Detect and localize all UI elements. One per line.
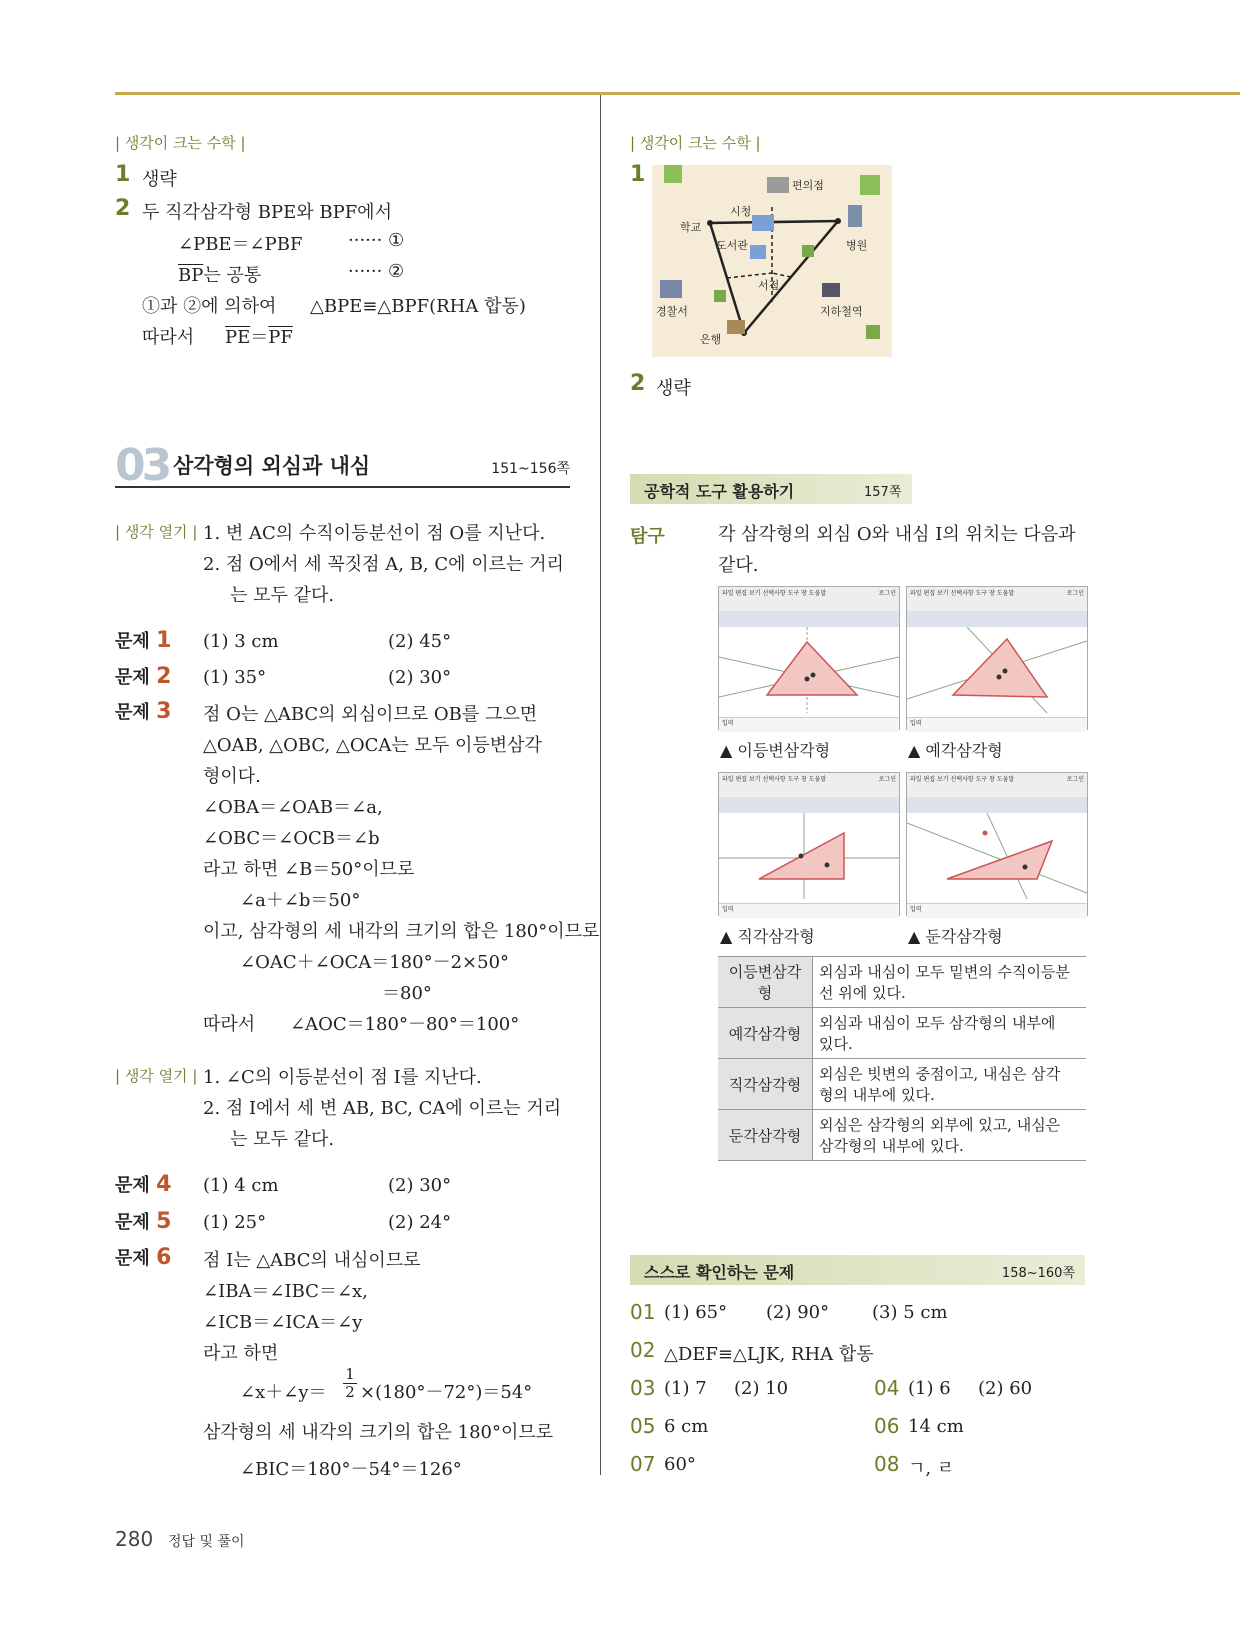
section-header <box>115 440 570 491</box>
town-map <box>652 165 892 357</box>
answer: (2) 10 <box>734 1378 789 1399</box>
row-header: 둔각삼각형 <box>718 1110 813 1161</box>
p6-line: 점 I는 △ABC의 내심이므로 <box>203 1250 421 1271</box>
answer: 14 cm <box>908 1416 964 1437</box>
open1-line2: 2. 점 O에서 세 꼭짓점 A, B, C에 이르는 거리 <box>203 554 564 575</box>
footer-label: 정답 및 풀이 <box>168 1534 245 1550</box>
open-tag-1: | 생각 열기 | <box>115 523 198 541</box>
q1-text: 생략 <box>142 169 177 190</box>
q2-line3b: △BPE≡△BPF(RHA 합동) <box>310 296 526 317</box>
section-pages: 151~156쪽 <box>491 461 570 477</box>
p6-line: ∠BIC＝180°－54°＝126° <box>240 1459 462 1480</box>
geometry-window-acute <box>906 586 1088 730</box>
p6-line: 라고 하면 <box>203 1343 279 1364</box>
answer-number: 03 <box>630 1376 656 1400</box>
p3-line: ∠OBA＝∠OAB＝∠a, <box>203 797 383 818</box>
window-menu: 파일 편집 보기 선택사항 도구 창 도움말 로그인 <box>719 773 899 797</box>
answer: (1) 6 <box>908 1378 951 1399</box>
page-number: 280 <box>115 1527 154 1551</box>
table-row <box>718 1059 1086 1110</box>
answer-number: 02 <box>630 1338 656 1362</box>
window-menu: 파일 편집 보기 선택사항 도구 창 도움말 로그인 <box>719 587 899 611</box>
row-desc: 외심은 빗변의 중점이고, 내심은 삼각 형의 내부에 있다. <box>813 1059 1087 1110</box>
answer: △DEF≡△LJK, RHA 합동 <box>664 1344 874 1365</box>
p1-a: (1) 3 cm <box>203 631 279 652</box>
q2-line3a: ①과 ②에 의하여 <box>142 296 277 317</box>
geometry-window-right <box>718 772 900 916</box>
answer: (1) 7 <box>664 1378 707 1399</box>
p6-formula-lhs: ∠x＋∠y＝ <box>240 1382 327 1403</box>
self-check-banner <box>630 1255 1085 1285</box>
toolbar <box>907 611 1087 627</box>
map-label: 지하철역 <box>820 305 863 318</box>
answer: ㄱ, ㄹ <box>908 1458 955 1479</box>
map-label: 경찰서 <box>656 305 688 318</box>
answer-number: 07 <box>630 1452 656 1476</box>
q1-number: 1 <box>115 162 131 187</box>
answer: (3) 5 cm <box>872 1302 948 1323</box>
open2-line3: 는 모두 같다. <box>230 1129 335 1150</box>
window-menu: 파일 편집 보기 선택사항 도구 창 도움말 로그인 <box>907 587 1087 611</box>
p3-line: ∠OBC＝∠OCB＝∠b <box>203 828 380 849</box>
think-tag-right: | 생각이 크는 수학 | <box>630 134 761 152</box>
row-desc: 외심과 내심이 모두 삼각형의 내부에 있다. <box>813 1008 1087 1059</box>
q2-intro: 두 직각삼각형 BPE와 BPF에서 <box>142 202 392 223</box>
p3-line: △OAB, △OBC, △OCA는 모두 이등변삼각 <box>203 735 542 756</box>
toolbar <box>907 797 1087 813</box>
problem-1-label: 문제 1 <box>115 628 172 653</box>
caption-right: ▲ 직각삼각형 <box>720 927 815 946</box>
p1-b: (2) 45° <box>388 631 452 652</box>
row-header: 이등변삼각형 <box>718 957 813 1008</box>
table-row <box>718 1110 1086 1161</box>
explore-label: 탐구 <box>630 526 665 547</box>
answer: 60° <box>664 1454 696 1475</box>
input-bar: 입력 <box>907 717 1087 732</box>
p6-formula-rhs: ×(180°－72°)＝54° <box>360 1382 533 1403</box>
problem-6-label: 문제 6 <box>115 1245 172 1270</box>
caption-acute: ▲ 예각삼각형 <box>908 741 1003 760</box>
input-bar: 입력 <box>719 903 899 918</box>
p3-line: 점 O는 △ABC의 외심이므로 OB를 그으면 <box>203 704 538 725</box>
tool-title: 공학적 도구 활용하기 <box>644 482 795 501</box>
p3-line: ∠a＋∠b＝50° <box>240 890 361 911</box>
map-label: 편의점 <box>792 179 824 192</box>
answer: 6 cm <box>664 1416 709 1437</box>
q2-line1: ∠PBE＝∠PBF <box>178 234 303 255</box>
problem-2-label: 문제 2 <box>115 664 172 689</box>
q2-number: 2 <box>115 196 131 221</box>
q2-line4b: $\overline{PE}=\overline{PF}$ <box>225 327 293 348</box>
toolbar <box>719 611 899 627</box>
row-header: 예각삼각형 <box>718 1008 813 1059</box>
comparison-table <box>718 956 1086 1161</box>
problem-5-label: 문제 5 <box>115 1209 172 1234</box>
p6-line: ∠ICB＝∠ICA＝∠y <box>203 1312 363 1333</box>
p2-b: (2) 30° <box>388 667 452 688</box>
tool-pages: 157쪽 <box>864 485 902 500</box>
p4-b: (2) 30° <box>388 1175 452 1196</box>
toolbar <box>719 797 899 813</box>
r-q2-number: 2 <box>630 371 646 396</box>
caption-obtuse: ▲ 둔각삼각형 <box>908 927 1003 946</box>
triangle-plot <box>907 813 1087 899</box>
answer-number: 04 <box>874 1376 900 1400</box>
problem-4-label: 문제 4 <box>115 1172 172 1197</box>
r-q1-number: 1 <box>630 162 646 187</box>
p4-a: (1) 4 cm <box>203 1175 279 1196</box>
top-rule <box>115 92 1240 95</box>
map-label: 병원 <box>846 239 868 252</box>
p3-line: 라고 하면 ∠B＝50°이므로 <box>203 859 415 880</box>
triangle-plot <box>719 627 899 713</box>
input-bar: 입력 <box>719 717 899 732</box>
answer-number: 06 <box>874 1414 900 1438</box>
geometry-window-isosceles <box>718 586 900 730</box>
column-divider <box>600 95 601 1475</box>
open-tag-2: | 생각 열기 | <box>115 1067 198 1085</box>
open2-line1: 1. ∠C의 이등분선이 점 I를 지난다. <box>203 1067 482 1088</box>
answer: (1) 65° <box>664 1302 728 1323</box>
input-bar: 입력 <box>907 903 1087 918</box>
p6-line: 삼각형의 세 내각의 크기의 합은 180°이므로 <box>203 1422 554 1443</box>
triangle-plot <box>719 813 899 899</box>
row-desc: 외심과 내심이 모두 밑변의 수직이등분 선 위에 있다. <box>813 957 1087 1008</box>
answer-number: 08 <box>874 1452 900 1476</box>
tool-banner <box>630 474 912 504</box>
open2-line2: 2. 점 I에서 세 변 AB, BC, CA에 이르는 거리 <box>203 1098 562 1119</box>
p3-line: ＝80° <box>382 983 432 1004</box>
explore-line1: 각 삼각형의 외심 O와 내심 I의 위치는 다음과 <box>718 524 1076 545</box>
p2-a: (1) 35° <box>203 667 267 688</box>
p3-line: ∠OAC＋∠OCA＝180°－2×50° <box>240 952 510 973</box>
table-row <box>718 957 1086 1008</box>
map-label: 시청 <box>730 205 752 218</box>
geometry-window-obtuse <box>906 772 1088 916</box>
map-triangle <box>652 165 892 357</box>
p6-line: ∠IBA＝∠IBC＝∠x, <box>203 1281 368 1302</box>
r-q2-text: 생략 <box>656 378 691 399</box>
caption-isosceles: ▲ 이등변삼각형 <box>720 741 831 760</box>
answer-number: 01 <box>630 1300 656 1324</box>
map-label: 학교 <box>680 221 702 234</box>
q2-mark1: ······ ① <box>348 230 405 251</box>
fraction: 1 2 <box>343 1366 357 1401</box>
row-desc: 외심은 삼각형의 외부에 있고, 내심은 삼각형의 내부에 있다. <box>813 1110 1087 1161</box>
q2-mark2: ······ ② <box>348 261 405 282</box>
triangle-plot <box>907 627 1087 713</box>
map-label: 서점 <box>758 279 780 292</box>
explore-line2: 같다. <box>718 555 759 576</box>
window-menu: 파일 편집 보기 선택사항 도구 창 도움말 로그인 <box>907 773 1087 797</box>
self-check-pages: 158~160쪽 <box>1001 1266 1075 1281</box>
table-row <box>718 1008 1086 1059</box>
q2-line2: $\overline{BP}$는 공통 <box>178 265 262 286</box>
answer-number: 05 <box>630 1414 656 1438</box>
answer: (2) 90° <box>766 1302 830 1323</box>
think-tag: | 생각이 크는 수학 | <box>115 134 246 152</box>
p3-line: 따라서 <box>203 1014 256 1035</box>
p3-line: 형이다. <box>203 766 261 787</box>
section-badge: 03 <box>115 440 169 491</box>
map-label: 은행 <box>700 333 722 346</box>
p5-a: (1) 25° <box>203 1212 267 1233</box>
section-title: 삼각형의 외심과 내심 <box>173 454 371 478</box>
open1-line1: 1. 변 AC의 수직이등분선이 점 O를 지난다. <box>203 523 546 544</box>
problem-3-label: 문제 3 <box>115 699 172 724</box>
q2-line4a: 따라서 <box>142 327 195 348</box>
row-header: 직각삼각형 <box>718 1059 813 1110</box>
self-check-title: 스스로 확인하는 문제 <box>644 1263 795 1282</box>
p3-line: 이고, 삼각형의 세 내각의 크기의 합은 180°이므로 <box>203 921 600 942</box>
map-label: 도서관 <box>716 239 748 252</box>
open1-line3: 는 모두 같다. <box>230 585 335 606</box>
p3-line: ∠AOC＝180°－80°＝100° <box>290 1014 520 1035</box>
answer: (2) 60 <box>978 1378 1033 1399</box>
p5-b: (2) 24° <box>388 1212 452 1233</box>
